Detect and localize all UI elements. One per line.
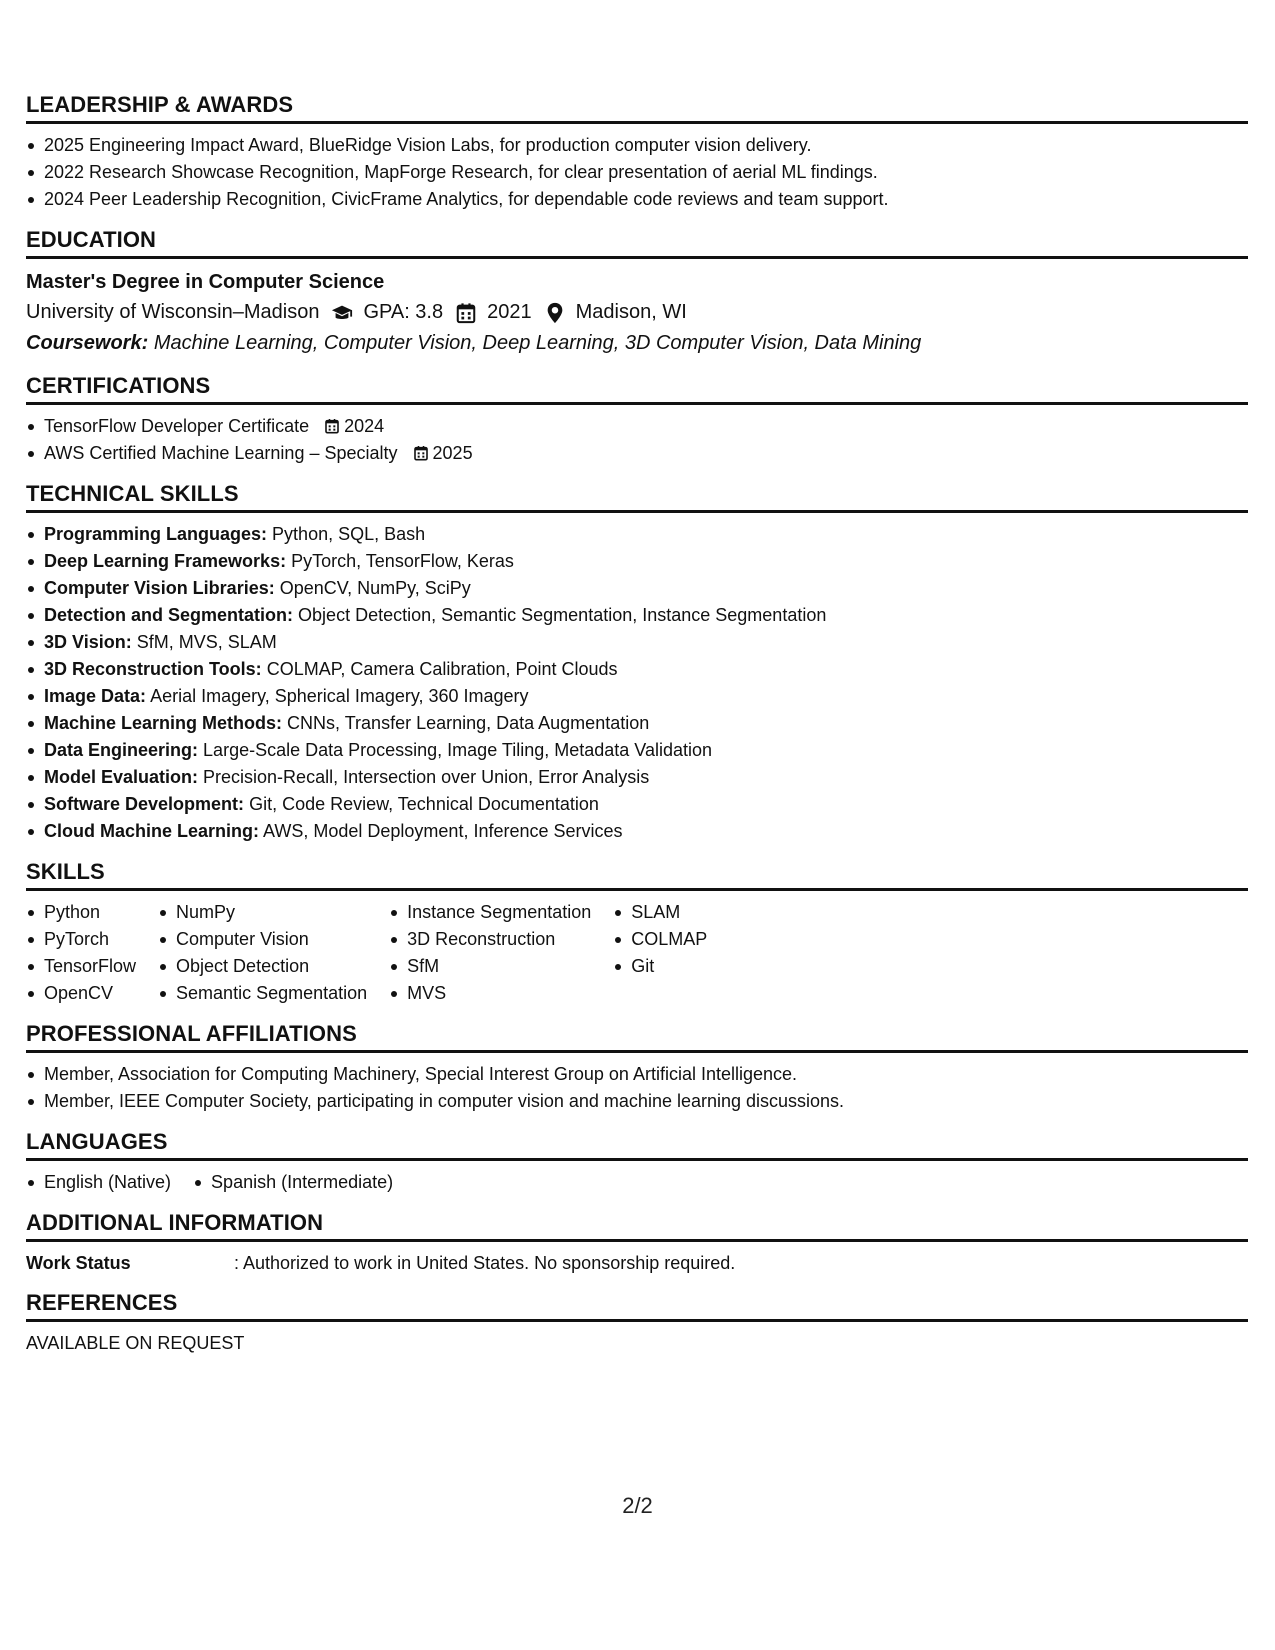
skills-column bbox=[613, 899, 707, 1007]
resume-page bbox=[26, 92, 1248, 1370]
skill-values: AWS, Model Deployment, Inference Services bbox=[263, 821, 623, 841]
technical-skills-section bbox=[26, 481, 1248, 845]
calendar-icon bbox=[324, 418, 340, 434]
coursework bbox=[26, 328, 1248, 359]
education-heading: EDUCATION bbox=[26, 227, 1248, 259]
list-item: 2022 Research Showcase Recognition, MapForge Research, for clear presentation of aerial ML findings. bbox=[44, 159, 1248, 186]
page-number: 2/2 bbox=[622, 1493, 653, 1518]
list-item: English (Native) bbox=[44, 1169, 171, 1196]
leadership-heading: LEADERSHIP & AWARDS bbox=[26, 92, 1248, 124]
list-item bbox=[44, 521, 1248, 548]
leadership-list bbox=[26, 132, 1248, 213]
coursework-list: Machine Learning, Computer Vision, Deep Learning, 3D Computer Vision, Data Mining bbox=[153, 332, 922, 354]
coursework-label: Coursework: bbox=[26, 332, 149, 354]
technical-skills-list bbox=[26, 521, 1248, 845]
affiliations-list bbox=[26, 1061, 1248, 1115]
cert-date bbox=[324, 413, 384, 440]
skill-values: CNNs, Transfer Learning, Data Augmentation bbox=[287, 713, 650, 733]
list-item: Member, IEEE Computer Society, participating in computer vision and machine learning discussions. bbox=[44, 1088, 1248, 1115]
affiliations-heading: PROFESSIONAL AFFILIATIONS bbox=[26, 1021, 1248, 1053]
languages-list bbox=[26, 1169, 171, 1196]
list-item bbox=[44, 737, 1248, 764]
skill-category: Image Data: bbox=[44, 686, 147, 706]
leadership-section bbox=[26, 92, 1248, 213]
certifications-section bbox=[26, 373, 1248, 467]
additional-info-heading: ADDITIONAL INFORMATION bbox=[26, 1210, 1248, 1242]
list-item: 2025 Engineering Impact Award, BlueRidge Vision Labs, for production computer vision delivery. bbox=[44, 132, 1248, 159]
languages-list bbox=[193, 1169, 393, 1196]
languages-section bbox=[26, 1129, 1248, 1196]
list-item: SfM bbox=[407, 953, 591, 980]
skill-values: OpenCV, NumPy, SciPy bbox=[279, 578, 471, 598]
list-item bbox=[44, 413, 1248, 440]
skill-category: Machine Learning Methods: bbox=[44, 713, 283, 733]
skills-columns bbox=[26, 899, 1248, 1007]
references-section bbox=[26, 1290, 1248, 1356]
skill-values: Precision-Recall, Intersection over Union, Error Analysis bbox=[203, 767, 650, 787]
degree-title: Master's Degree in Computer Science bbox=[26, 271, 385, 293]
list-item: PyTorch bbox=[44, 926, 136, 953]
skill-category: Programming Languages: bbox=[44, 524, 268, 544]
languages-row bbox=[26, 1169, 1248, 1196]
skill-category: Data Engineering: bbox=[44, 740, 199, 760]
additional-info-section bbox=[26, 1210, 1248, 1276]
skill-category: 3D Reconstruction Tools: bbox=[44, 659, 262, 679]
list-item: Spanish (Intermediate) bbox=[211, 1169, 393, 1196]
list-item bbox=[44, 710, 1248, 737]
list-item: Semantic Segmentation bbox=[176, 980, 367, 1007]
skill-values: COLMAP, Camera Calibration, Point Clouds bbox=[266, 659, 618, 679]
work-status-row bbox=[26, 1250, 1248, 1276]
calendar-icon bbox=[413, 445, 429, 461]
skill-category: 3D Vision: bbox=[44, 632, 132, 652]
list-item bbox=[44, 575, 1248, 602]
skills-column bbox=[389, 899, 591, 1007]
work-status-value: : Authorized to work in United States. No sponsorship required. bbox=[234, 1253, 736, 1273]
skill-category: Detection and Segmentation: bbox=[44, 605, 294, 625]
list-item bbox=[44, 764, 1248, 791]
skill-values: PyTorch, TensorFlow, Keras bbox=[291, 551, 514, 571]
work-status-label: Work Status bbox=[26, 1253, 131, 1273]
list-item: MVS bbox=[407, 980, 591, 1007]
list-item: TensorFlow bbox=[44, 953, 136, 980]
list-item: Git bbox=[631, 953, 707, 980]
cert-year: 2025 bbox=[432, 443, 473, 463]
list-item bbox=[44, 602, 1248, 629]
skill-values: Python, SQL, Bash bbox=[272, 524, 426, 544]
technical-skills-heading: TECHNICAL SKILLS bbox=[26, 481, 1248, 513]
graduation-year: 2021 bbox=[487, 301, 532, 323]
cert-year: 2024 bbox=[344, 416, 385, 436]
skill-category: Computer Vision Libraries: bbox=[44, 578, 275, 598]
skills-column bbox=[26, 899, 136, 1007]
skill-category: Deep Learning Frameworks: bbox=[44, 551, 287, 571]
list-item: Member, Association for Computing Machinery, Special Interest Group on Artificial Intelligence. bbox=[44, 1061, 1248, 1088]
education-meta bbox=[26, 297, 1248, 328]
calendar-icon bbox=[455, 302, 477, 324]
cert-name: TensorFlow Developer Certificate bbox=[44, 416, 310, 436]
education-location: Madison, WI bbox=[575, 301, 687, 323]
languages-heading: LANGUAGES bbox=[26, 1129, 1248, 1161]
list-item bbox=[44, 440, 1248, 467]
map-pin-icon bbox=[544, 302, 566, 324]
list-item: 2024 Peer Leadership Recognition, CivicFrame Analytics, for dependable code reviews and team support. bbox=[44, 186, 1248, 213]
list-item bbox=[44, 629, 1248, 656]
list-item bbox=[44, 548, 1248, 575]
list-item bbox=[44, 791, 1248, 818]
affiliations-section bbox=[26, 1021, 1248, 1115]
skill-values: Large-Scale Data Processing, Image Tiling, Metadata Validation bbox=[203, 740, 712, 760]
cert-name: AWS Certified Machine Learning – Specialty bbox=[44, 443, 398, 463]
certifications-list bbox=[26, 413, 1248, 467]
list-item bbox=[44, 656, 1248, 683]
school-name: University of Wisconsin–Madison bbox=[26, 301, 320, 323]
skill-values: Git, Code Review, Technical Documentation bbox=[249, 794, 599, 814]
skills-column bbox=[158, 899, 367, 1007]
list-item: Computer Vision bbox=[176, 926, 367, 953]
list-item: Python bbox=[44, 899, 136, 926]
list-item: Instance Segmentation bbox=[407, 899, 591, 926]
list-item: OpenCV bbox=[44, 980, 136, 1007]
skill-category: Software Development: bbox=[44, 794, 245, 814]
list-item bbox=[44, 683, 1248, 710]
cert-date bbox=[413, 440, 473, 467]
gpa: GPA: 3.8 bbox=[363, 301, 444, 323]
certifications-heading: CERTIFICATIONS bbox=[26, 373, 1248, 405]
list-item: NumPy bbox=[176, 899, 367, 926]
list-item: COLMAP bbox=[631, 926, 707, 953]
skill-values: Aerial Imagery, Spherical Imagery, 360 Imagery bbox=[150, 686, 529, 706]
graduation-cap-icon bbox=[331, 302, 353, 324]
references-text: AVAILABLE ON REQUEST bbox=[26, 1333, 245, 1353]
list-item: 3D Reconstruction bbox=[407, 926, 591, 953]
references-heading: REFERENCES bbox=[26, 1290, 1248, 1322]
skills-section bbox=[26, 859, 1248, 1007]
skill-values: Object Detection, Semantic Segmentation, Instance Segmentation bbox=[298, 605, 827, 625]
skill-category: Model Evaluation: bbox=[44, 767, 199, 787]
education-section bbox=[26, 227, 1248, 359]
list-item: SLAM bbox=[631, 899, 707, 926]
list-item bbox=[44, 818, 1248, 845]
skill-category: Cloud Machine Learning: bbox=[44, 821, 260, 841]
list-item: Object Detection bbox=[176, 953, 367, 980]
skill-values: SfM, MVS, SLAM bbox=[136, 632, 277, 652]
skills-heading: SKILLS bbox=[26, 859, 1248, 891]
